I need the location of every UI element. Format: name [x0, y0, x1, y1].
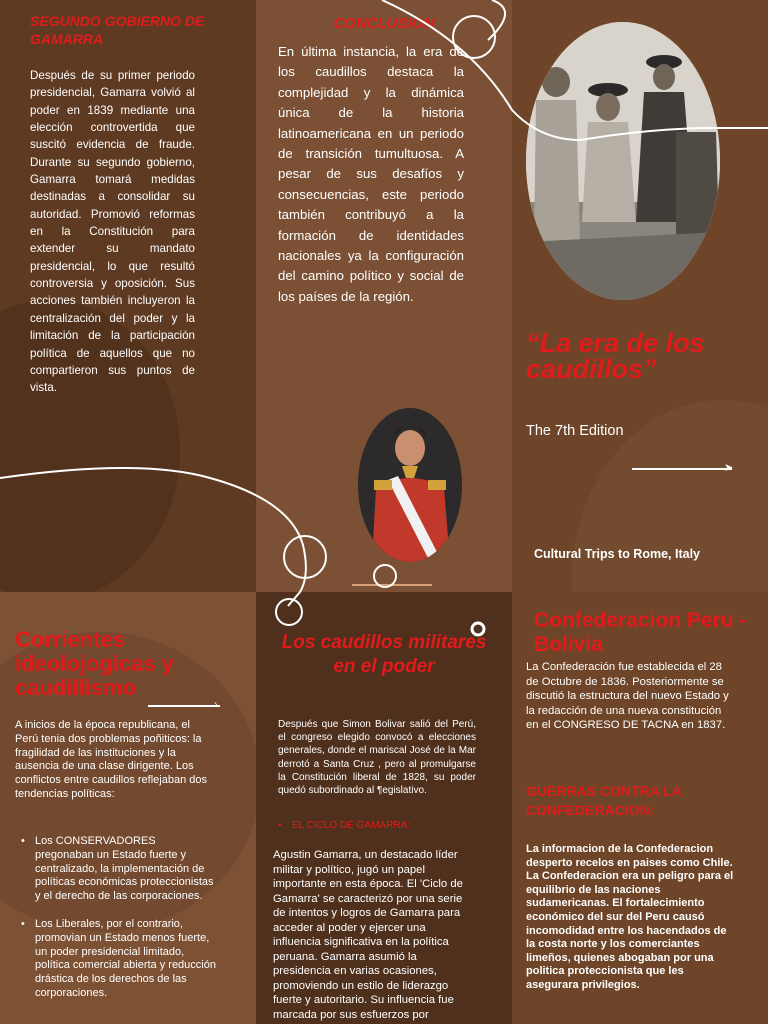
section-intro-caudillos-militares: Después que Simon Bolivar salió del Perú, el congreso elegido convocó a elecciones generales, donde el mariscal José de la Mar derrotó a Santa Cruz , pero al promulgarse la Constitución liberal de 1828, su poder quedó subordinado al ¶egislativo. — [278, 719, 476, 797]
list-item: • Los CONSERVADORES pregonaban un Estado fuerte y centralizado, la implementación de políticas económicas proteccionistas y el derecho de las corporaciones. — [17, 835, 217, 904]
section-body-segundo-gobierno: Después de su primer periodo presidencial, Gamarra volvió al poder en 1839 mediante una elección controvertida que suscitó evidencia de fraude. Durante su segundo gobierno, Gamarra tomará medidas destinadas a consolidar su autoridad. Promovió reformas en la Constitución para extender su mandato presidencial, lo que resultó controversia y oposición. Sus acciones también incluyeron la centralización del poder y la limitación de la participación política de aquellos que no compartieron sus puntos de vista. — [30, 69, 195, 395]
panel-cover — [512, 0, 768, 592]
section-body-confederacion: La Confederación fue establecida el 28 de Octubre de 1836. Posteriormente se discutió la estructura del nuevo Estado y la redacción de una nueva constitución en el CONGRESO DE TACNA en 1837. — [526, 661, 729, 732]
arrow-head-icon: ➤ — [724, 462, 734, 474]
portrait-illustration — [358, 408, 462, 562]
arrow-head-icon: › — [214, 699, 218, 710]
list-item: • Los Liberales, por el contrario, promovian un Estado menos fuerte, un poder presidencial limitado, política comercial abierta y reducción drástica de los derechos de las corporaciones. — [17, 918, 217, 1001]
section-body-guerras: La informacion de la Confederacion desperto recelos en paises como Chile. La Confederacion era un peligro para el equilibrio de las naciones sudamericanas. El fortalecimiento económico del sur del Peru causó incomodidad entre los hacendados de la costa norte y los comerciantes limeños, quienes abogaban por una politica proteccionista que les asegurara privilegios. — [526, 843, 734, 991]
section-title-confederacion: Confederacion Peru - Bolivia — [534, 609, 747, 656]
panel-conclusion — [256, 0, 512, 592]
cover-footer: Cultural Trips to Rome, Italy — [534, 547, 700, 561]
cover-edition: The 7th Edition — [526, 423, 624, 439]
historic-photo-illustration — [526, 22, 720, 300]
arrow-right-icon — [632, 468, 732, 470]
list-item-ciclo-gamarra: • EL CICLO DE GAMARRA: — [274, 820, 474, 831]
section-body-conclusion: En última instancia, la era de los caudillos destaca la complejidad y la dinámica única de la historia latinoamericana en un periodo de transición tumultuosa. A pesar de sus desafíos y consecuencias, este periodo también contribuyó a la formación de identidades nacionales ya la configuración del camino político y social de los países de la región. — [278, 44, 464, 304]
panel-segundo-gobierno — [0, 0, 256, 592]
section-title-segundo-gobierno: SEGUNDO GOBIERNO DE GAMARRA — [30, 13, 205, 47]
arrow-right-icon — [148, 705, 220, 707]
section-title-caudillos-militares: Los caudillos militares en el poder — [281, 632, 487, 677]
panel-caudillos-militares — [256, 592, 512, 1024]
panel-corrientes — [0, 592, 256, 1024]
section-body-ciclo-gamarra: Agustin Gamarra, un destacado líder militar y político, jugó un papel importante en esta época. El 'Ciclo de Gamarra' se caracterizó por una serie de intentos y logros de Gamarra para acceder al poder y ejercer una influencia significativa en la política peruana. Gamarra asumió la presidencia en varias ocasiones, promoviendo un estilo de liderazgo fuerte y autoritario. Su influencia fue marcada por sus esfuerzos por — [273, 849, 463, 1021]
section-subtitle-guerras: GUERRAS CONTRA LA CONFEDERACION: — [526, 783, 682, 818]
panel-confederacion — [512, 592, 768, 1024]
section-title-corrientes: Corrientes ideolojogicas y caudillismo — [15, 627, 174, 700]
historic-photo — [526, 22, 720, 300]
divider — [352, 584, 432, 586]
section-intro-corrientes: A inicios de la época republicana, el Perú tenia dos problemas poñiticos: la fragilidad de las instituciones y la ausencia de una clase dirigente. Los conflictos entre caudillos reflejaban dos tendencias políticas: — [15, 719, 208, 800]
ciclo-list — [274, 820, 474, 831]
section-title-conclusion: CONCLUSION — [333, 15, 435, 32]
cover-title: “La era de los caudillos” — [526, 328, 705, 384]
portrait-gamarra — [358, 408, 462, 562]
tendencias-list — [17, 835, 217, 1001]
